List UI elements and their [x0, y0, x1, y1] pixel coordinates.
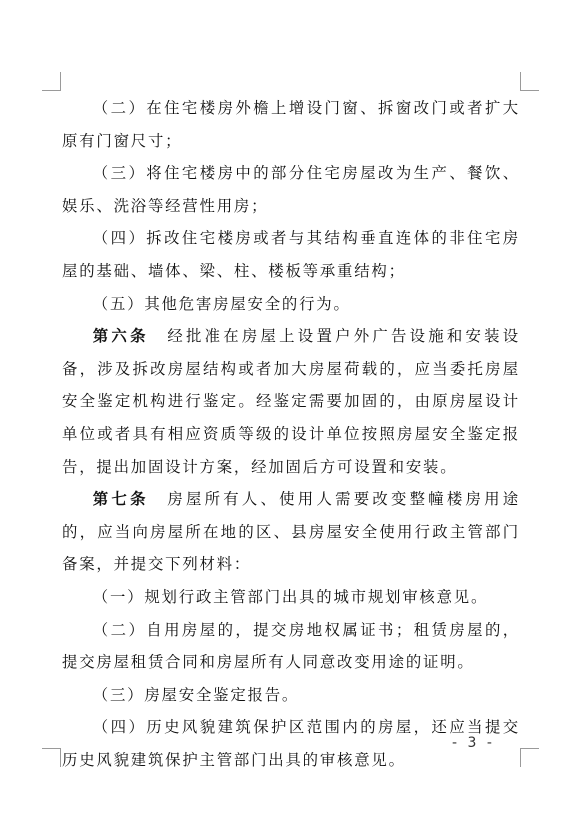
paragraph-article-7 [62, 483, 520, 581]
page-number: - 3 - [452, 735, 495, 751]
crop-mark-top-left [42, 72, 61, 91]
paragraph-clause-2 [62, 92, 520, 157]
document-body [62, 92, 520, 776]
paragraph-clause-3 [62, 157, 520, 222]
paragraph-text: （三）房屋安全鉴定报告。 [92, 685, 300, 704]
paragraph-clause-5 [62, 288, 520, 321]
article-label: 第七条 [92, 490, 149, 509]
crop-mark-top-right [520, 72, 539, 91]
crop-mark-bottom-left [42, 748, 61, 767]
paragraph-text: （四）历史风貌建筑保护区范围内的房屋，还应当提交历史风貌建筑保护主管部门出具的审核意见。 [62, 718, 520, 769]
paragraph-item-2 [62, 614, 520, 679]
paragraph-item-1 [62, 581, 520, 614]
paragraph-text: 房屋所有人、使用人需要改变整幢楼房用途的，应当向房屋所在地的区、县房屋安全使用行政主管部门备案，并提交下列材料： [62, 490, 520, 574]
paragraph-text: （二）在住宅楼房外檐上增设门窗、拆窗改门或者扩大原有门窗尺寸； [62, 99, 520, 150]
crop-mark-bottom-right [520, 748, 539, 767]
paragraph-text: （三）将住宅楼房中的部分住宅房屋改为生产、餐饮、娱乐、洗浴等经营性用房； [62, 164, 520, 215]
paragraph-article-6 [62, 320, 520, 483]
paragraph-clause-4 [62, 222, 520, 287]
paragraph-text: （五）其他危害房屋安全的行为。 [92, 294, 351, 313]
paragraph-text: （二）自用房屋的，提交房地权属证书；租赁房屋的，提交房屋租赁合同和房屋所有人同意改变用途的证明。 [62, 620, 520, 672]
article-label: 第六条 [92, 327, 149, 346]
paragraph-item-3 [62, 679, 520, 712]
paragraph-text: 经批准在房屋上设置户外广告设施和安装设备，涉及拆改房屋结构或者加大房屋荷载的，应当委托房屋安全鉴定机构进行鉴定。经鉴定需要加固的，由原房屋设计单位或者具有相应资质等级的设计单位按照房屋安全鉴定报告，提出加固设计方案，经加固后方可设置和安装。 [62, 327, 520, 476]
paragraph-text: （一）规划行政主管部门出具的城市规划审核意见。 [92, 587, 489, 606]
paragraph-text: （四）拆改住宅楼房或者与其结构垂直连体的非住宅房屋的基础、墙体、梁、柱、楼板等承重结构； [62, 229, 520, 280]
